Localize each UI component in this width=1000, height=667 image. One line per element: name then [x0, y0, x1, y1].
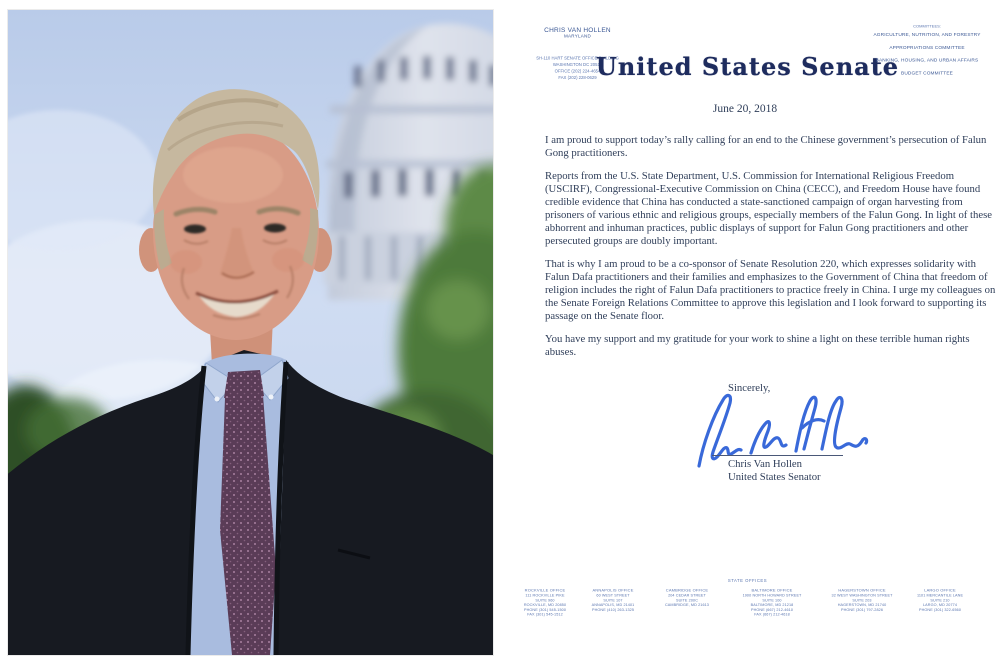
signature-underline — [712, 455, 843, 456]
office-baltimore: BALTIMORE OFFICE 1900 NORTH HOWARD STREET SUITE 100 BALTIMORE, MD 21218 PHONE (667) 212-4610 FAX (667) 212-4618 — [742, 588, 802, 617]
footer-heading: STATE OFFICES — [727, 578, 768, 583]
sender-name: CHRIS VAN HOLLEN — [544, 26, 611, 34]
letter-paragraph: Reports from the U.S. State Department, U.S. Commission for International Religious Freedom (USCIRF), Congressional-Executive Commission on China (CECC), and Freedom House have found credible evidence that China has conducted a state-sanctioned campaign of organ harvesting from prisoners of various ethnic and religious groups, especially members of the Falun Gong. In light of these abhorrent and inhuman practices, public displays of support for Falun Gong practitioners and other persecuted groups are doubly important. — [545, 170, 992, 247]
sender-state: MARYLAND — [564, 33, 591, 39]
senator-portrait-photo — [8, 10, 493, 655]
office-annapolis: ANNAPOLIS OFFICE 60 WEST STREET SUITE 107 ANNAPOLIS, MD 21401 PHONE (410) 263-1325 — [591, 588, 635, 612]
office-largo: LARGO OFFICE 1101 MERCANTILE LANE SUITE 210 LARGO, MD 20774 PHONE (301) 322-6560 — [916, 588, 964, 612]
committee-item: APPROPRIATIONS COMMITTEE — [889, 44, 965, 51]
committees-label: COMMITTEES: — [913, 24, 941, 29]
letter-date: June 20, 2018 — [712, 103, 778, 115]
sender-address-line: OFFICE (202) 224-4654 — [554, 68, 601, 74]
sender-address-line: FAX (202) 228-0629 — [558, 75, 597, 80]
letter-paragraph: I am proud to support today’s rally calling for an end to the Chinese government’s persecution of Falun Gong practitioners. — [545, 134, 987, 159]
committee-item: BUDGET COMMITTEE — [901, 70, 953, 76]
letterhead-committees-block — [857, 24, 997, 83]
letter-paragraph: That is why I am proud to be a co-sponsor of Senate Resolution 220, which expresses solidarity with Falun Dafa practitioners and their families and emphasizes to the Government of China that freedom of religion includes the right of Falun Dafa practitioners to practice freely in China. I urge my colleagues on the Senate Foreign Relations Committee to approve this legislation and I look forward to supporting its passage on the Senate floor. — [545, 258, 996, 322]
office-rockville: ROCKVILLE OFFICE 111 ROCKVILLE PIKE SUITE 960 ROCKVILLE, MD 20850 PHONE (301) 545-1500 FAX (301) 545-1512 — [523, 588, 567, 617]
senate-letter-page — [495, 0, 1000, 667]
office-hagerstown: HAGERSTOWN OFFICE 32 WEST WASHINGTON STREET SUITE 203 HAGERSTOWN, MD 21740 PHONE (301) 797-2826 — [831, 588, 893, 612]
letterhead-title: United States Senate — [595, 52, 900, 81]
letter-body — [545, 134, 997, 369]
letter-paragraph: You have my support and my gratitude for your work to shine a light on these terrible human rights abuses. — [545, 333, 970, 358]
signature-title: United States Senator — [728, 471, 821, 483]
sender-address-line: SH-110 HART SENATE OFFICE BUILDING — [536, 55, 619, 61]
committee-item: AGRICULTURE, NUTRITION, AND FORESTRY — [873, 32, 981, 38]
committee-item: BANKING, HOUSING, AND URBAN AFFAIRS — [875, 57, 979, 63]
office-cambridge: CAMBRIDGE OFFICE 204 CEDAR STREET SUITE 200C CAMBRIDGE, MD 21613 — [665, 588, 709, 607]
portrait-photo-illustration — [8, 10, 493, 655]
letter-closing: Sincerely, — [728, 382, 771, 394]
sender-address-line: WASHINGTON DC 20510 — [552, 62, 603, 67]
signature-name: Chris Van Hollen — [728, 458, 803, 470]
